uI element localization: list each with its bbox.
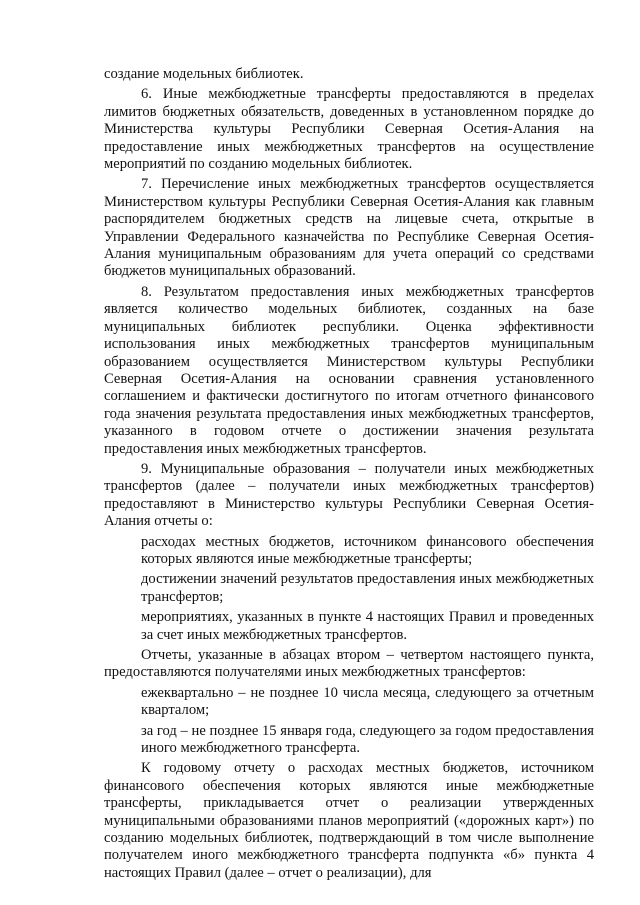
report-item-activities: мероприятиях, указанных в пункте 4 настоящих Правил и проведенных за счет иных межбюджетных трансфертов. (141, 609, 594, 643)
paragraph-7: 7. Перечисление иных межбюджетных трансфертов осуществляется Министерством культуры Республики Северная Осетия-Алания как главным распорядителем бюджетных средств на лицевые счета, открытые в Управлении Федерального казначейства по Республике Северная Осетия-Алания муниципальным образованиям для учета операций со средствами бюджетов муниципальных образований. (104, 176, 594, 280)
paragraph-8: 8. Результатом предоставления иных межбюджетных трансфертов является количество модельных библиотек, созданных на базе муниципальных библиотек республики. Оценка эффективности использования иных межбюджетных трансфертов муниципальным образованием осуществляется Министерством культуры Республики Северная Осетия-Алания на основании сравнения установленного соглашением и фактически достигнутого по итогам отчетного финансового года значения результата предоставления иных межбюджетных трансфертов, указанного в годовом отчете о достижении значения результата предоставления иных межбюджетных трансфертов. (104, 283, 594, 457)
timing-quarterly: ежеквартально – не позднее 10 числа месяца, следующего за отчетным кварталом; (141, 684, 594, 719)
paragraph-9: 9. Муниципальные образования – получатели иных межбюджетных трансфертов (далее – получатели иных межбюджетных трансфертов) предоставляют в Министерство культуры Республики Северная Осетия-Алания отчеты о: (104, 460, 594, 530)
paragraph-6: 6. Иные межбюджетные трансферты предоставляются в пределах лимитов бюджетных обязательств, доведенных в установленном порядке до Министерства культуры Республики Северная Осетия-Алания на предоставление иных межбюджетных трансфертов на осуществление мероприятий по созданию модельных библиотек. (104, 86, 594, 173)
report-item-expenses: расходах местных бюджетов, источником финансового обеспечения которых являются иные межбюджетные трансферты; (141, 533, 594, 567)
document-page (104, 66, 594, 882)
timing-annual: за год – не позднее 15 января года, следующего за годом предоставления иного межбюджетного трансферта. (141, 722, 594, 757)
report-item-results: достижении значений результатов предоставления иных межбюджетных трансфертов; (141, 571, 594, 605)
paragraph-reports-timing: Отчеты, указанные в абзацах втором – четвертом настоящего пункта, предоставляются получателями иных межбюджетных трансфертов: (104, 647, 594, 681)
paragraph-continuation: создание модельных библиотек. (104, 66, 304, 82)
paragraph-annual-report: К годовому отчету о расходах местных бюджетов, источником финансового обеспечения которых являются иные межбюджетные трансферты, прикладывается отчет о реализации утвержденных муниципальными образованиями планов мероприятий («дорожных карт») по созданию модельных библиотек, подтверждающий в том числе выполнение получателем иного межбюджетного трансферта подпункта «б» пункта 4 настоящих Правил (далее – отчет о реализации), для (104, 760, 594, 881)
